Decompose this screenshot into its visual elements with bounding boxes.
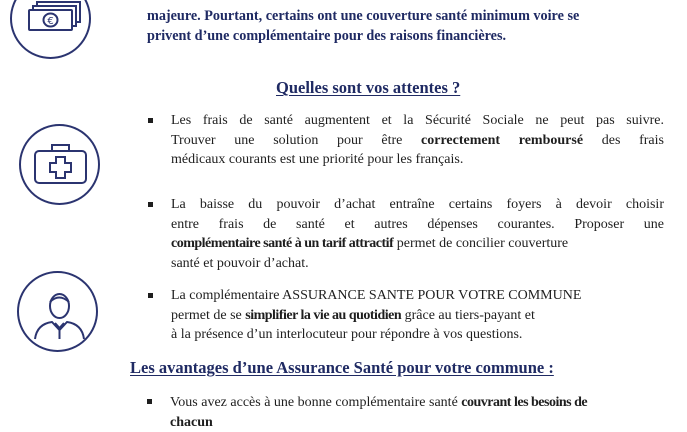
bullet-marker (148, 118, 153, 123)
bullet-2 (171, 195, 664, 273)
medical-kit-icon (21, 126, 102, 207)
bullet-3-line-3: à la présence d’un interlocuteur pour répondre à vos questions. (171, 325, 641, 345)
bullet-3-line-2: permet de se simplifier la vie au quotidien grâce au tiers-payant et (171, 306, 641, 326)
intro-paragraph (147, 6, 677, 46)
advantage-1-line-1: Vous avez accès à une bonne complémentaire santé couvrant les besoins de (170, 393, 680, 413)
bullet-2-line-1: La baisse du pouvoir d’achat entraîne certains foyers à devoir choisir (171, 195, 664, 215)
advantage-1-line-2: chacun (170, 413, 680, 432)
intro-line-1: majeure. Pourtant, certains ont une couverture santé minimum voire se (147, 6, 677, 26)
intro-line-2: privent d’une complémentaire pour des raisons financières. (147, 26, 677, 46)
svg-text:€: € (47, 16, 53, 27)
bullet-3 (171, 286, 641, 345)
bullet-marker (148, 293, 153, 298)
bullet-2-line-2: entre frais de santé et autres dépenses courantes. Proposer une (171, 215, 664, 235)
medical-kit-icon-circle (19, 124, 100, 205)
bullet-marker (148, 202, 153, 207)
bullet-1 (171, 111, 664, 170)
person-icon (19, 273, 100, 354)
bullet-3-line-1: La complémentaire ASSURANCE SANTE POUR VOTRE COMMUNE (171, 286, 641, 306)
bullet-1-line-1: Les frais de santé augmentent et la Sécurité Sociale ne peut pas suivre. (171, 111, 664, 131)
bullet-1-line-2: Trouver une solution pour être correctement remboursé des frais (171, 131, 664, 151)
person-icon-circle (17, 271, 98, 352)
bullet-marker (147, 399, 152, 404)
money-icon-circle (10, 0, 91, 59)
bullet-1-line-3: médicaux courants est une priorité pour les français. (171, 150, 664, 170)
heading-advantages: Les avantages d’une Assurance Santé pour votre commune : (130, 358, 554, 378)
money-icon (12, 0, 93, 61)
bullet-2-line-4: santé et pouvoir d’achat. (171, 254, 664, 274)
advantage-1 (170, 393, 680, 432)
heading-expectations: Quelles sont vos attentes ? (276, 78, 460, 98)
bullet-2-line-3: complémentaire santé à un tarif attractif permet de concilier couverture (171, 234, 664, 254)
